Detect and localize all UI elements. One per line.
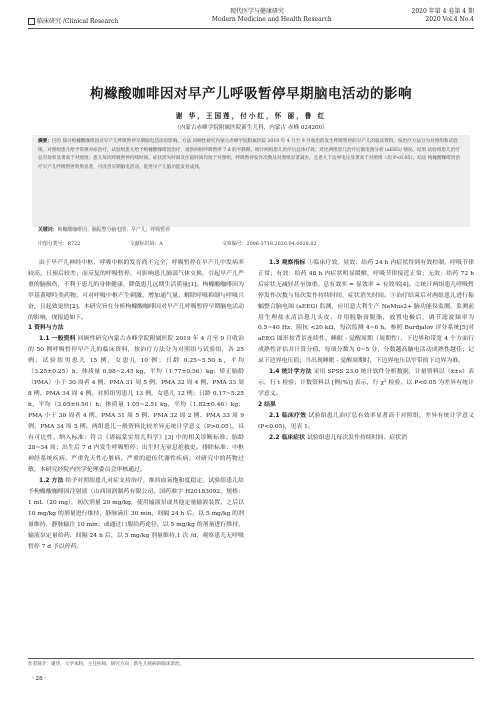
paragraph-1-2: 1.2 方法 给予对照组患儿对症支持治疗，维持血氧饱和度稳定。试验组患儿给予枸橼酸咖啡因注射液（山西国润制药有限公司，国药准字 H20183092，规格：1 mL（20 mg），初次剂量 20 mg/kg，使用输液泵或其他定量输液装置，之后以 10 mg/kg 的剂量进行维持，静脉滴注 30 min，间隔 24 h 后，以 5 mg/kg 的剂量维持，静脉输注 10 min；或通过口服给药途径，以 5 mg/kg 的剂量进行维持，输液泵定量给药，间隔 24 h 后，以 5 mg/kg 剂量维持,1 次 /d，观察患儿无呼吸暂停 7 d 予以停药。 (28, 478, 244, 550)
article-number: 文章编号：2096-3718.2020.04.0028.02 (222, 241, 317, 247)
document-code: 文献标识码：A (130, 241, 163, 247)
header-rule (28, 28, 474, 29)
abstract-text: 目的 探讨枸橼酸咖啡因对早产儿呼吸暂停早期脑电活动的影响。方法 回顾性研究内蒙古赤峰学院附属医院 2019 年 4 月至 9 月收治的发生呼吸暂停的早产儿的临床资料，按治疗方法分为对照组和试验组。对照组患儿给予常规对症治疗，试验组患儿给予枸橼酸咖啡因治疗，观察两组呼吸暂停 7 d 的平静期、统计两组患儿治疗后总体疗效、对比两组患儿治疗后脑电图分析 (aEEG) 情况。结果 试验组患儿治疗总有效率显著高于对照组；患儿每次呼吸暂停持续时间、症状消失时间及住院时间均短于对照组，呼吸暂停发作次数及对照组显著减少，且患儿下边界电压显著高于对照组（均 P<0.05）。结论 枸橼酸咖啡因治疗早产儿呼吸暂停效果显著，可改善早期脑电活动，促进早产儿脑功能发育成熟。 (38, 139, 461, 170)
article-title: 枸橼酸咖啡因对早产儿呼吸暂停早期脑电活动的影响 (90, 86, 412, 102)
paragraph-1-3: 1.3 观察指标 ①临床疗效。显效：给药 24 h 内症状得到有效控制，呼吸节律正常；有效：给药 48 h 内症状明显缓解，呼吸节律接近正常；无效：给药 72 h 后症状无减轻甚至加重。总有效率 = 显效率 + 有效率[4]。②统计两组患儿呼吸暂停发作次数与每次发作持续时间，症状消失时间。③治疗结束后对两组患儿进行振幅整合脑电图 (aEEG) 监测，应用意大利生产 NeMus2+ 脑功能仪监测，监测前用生理盐水清洁患儿头皮，并用脱脂膏脱脂，放置电极后，调节滤波频率为 0.5~40 Hz，阻抗 <20 kΩ，每次监测 4~6 h。参照 Burdjalov 评分系统[5]对 aEEG 图形按背景连续性、睡眠 - 觉醒周期（周期性）、下边界和带宽 4 个方面行成熟性评估并计算分值，每项分数为 0~5 分，分数越高脑电活动成熟性越佳；记录下边界电压值；当出现睡眠 - 觉醒周期时，下边界电压以窄带的下边界为准。 (258, 260, 474, 365)
clc-number: 中图分类号：R722 (38, 241, 81, 247)
section-heading-2: 2 结果 (258, 401, 276, 408)
section-label: 临床研究 /Clinical Research (28, 16, 118, 25)
section-heading-1: 1 资料与方法 (28, 325, 64, 332)
section-box-icon (28, 18, 35, 25)
article-authors: 谢 华，王国莲，付小红，怀 丽，鲁 红 (175, 112, 327, 120)
abstract-box (32, 135, 470, 227)
journal-name-en: Modern Medicine and Health Research (211, 16, 332, 23)
author-footnote: 作者简介：谢华，大学本科，主任医师，研究方向：新生儿疾病的临床诊治。 (28, 658, 474, 667)
left-column (28, 258, 244, 653)
issue-en: 2020 Vol.4 No.4 (425, 16, 474, 23)
running-header (28, 6, 474, 30)
classification-line (38, 240, 470, 247)
right-column (258, 258, 474, 653)
paragraph-2-1: 2.1 临床疗效 试验组患儿治疗总有效率显著高于对照组，差异有统计学意义 (P<0.05)，见表 1。 (258, 412, 474, 430)
issue-cn: 2020 年第 4 卷第 4 期 (411, 8, 474, 15)
paragraph-1-1: 1.1 一般资料 回顾性研究内蒙古赤峰学院附属医院 2019 年 4 月至 9 月收治的 50 例呼吸暂停早产儿的临床资料，按治疗方法分为对照组与试验组，各 25 例。试验组男患儿 15 例，女患儿 10 例；日龄 0.25~5.50 h，平均（3.25±0.25）h；体质量 0.98~2.45 kg，平均（1.77±0.56）kg；矫正胎龄（PMA）小于 30 周者 4 例、PMA 31 周 5 例、PMA 32 周 4 例、PMA 33 周 8 例、PMA 34 周 4 例。对照组男患儿 13 例，女患儿 12 例；日龄 0.17~5.25 h，平均（3.05±0.50）h；体质量 1.05~2.51 kg，平均（1.82±0.46）kg；PMA 小于 30 周者 4 例、PMA 31 周 5 例、PMA 32 周 2 例、PMA 33 周 9 例、PMA 34 周 5 例。两组患儿一般资料比较差异无统计学意义（P>0.05），具有可比性。纳入标准：符合《诸福棠实用儿科学》[3] 中的相关诊断标准；胎龄 28~34 周；出生后 7 d 内发生呼吸暂停；出生时无窒息抢救史。排除标准：中枢神经系统疾病、严重先天性心脏病、严重的遗传代谢性疾病；对研究中的药物过敏。本研究经院内医学伦理委员会审核通过。 (28, 336, 244, 474)
journal-name-cn: 现代医学与健康研究 (230, 8, 285, 15)
article-affiliation: （内蒙古赤峰学院附属医院新生儿科，内蒙古 赤峰 024200） (174, 125, 328, 131)
abstract-label: 摘要： (38, 139, 52, 144)
intro-paragraph: 由于早产儿神经中枢、呼吸中枢的发育尚不完全，呼吸暂停在早产儿中发病率较高，且预后较差；而反复的呼吸暂停，可影响患儿肺部气体交换，引起早产儿严重的脑损伤，不利于患儿的身体健康，降低患儿远期生活质量[1]。枸橼酸咖啡因为甲基黄嘌呤类药物，可对呼吸中枢产生刺激，增加通气量，解除呼吸抑制与呼吸兴奋，且起效更快[2]。本研究旨在分析枸橼酸咖啡因对早产儿呼吸暂停早期脑电活动的影响，现报道如下。 (28, 260, 244, 321)
paragraph-1-4: 1.4 统计学方法 采用 SPSS 23.0 统计软件分析数据，计量资料以（x̄±s）表示，行 t 检验；计数资料以 [例(%)] 表示，行 χ² 检验，以 P<0.05 为差异有统计学意义。 (258, 369, 474, 397)
keywords: 枸橼酸咖啡因；脑振整分脑电图；早产儿；呼吸暂停 (57, 227, 171, 233)
paragraph-2-2: 2.2 临床症状 试验组患儿每次发作持续时间、症状消 (269, 434, 408, 441)
keywords-line: 关键词：枸橼酸咖啡因；脑振整分脑电图；早产儿；呼吸暂停 (38, 227, 171, 233)
page-number: · 28 · (32, 676, 47, 682)
article-body (28, 258, 474, 653)
